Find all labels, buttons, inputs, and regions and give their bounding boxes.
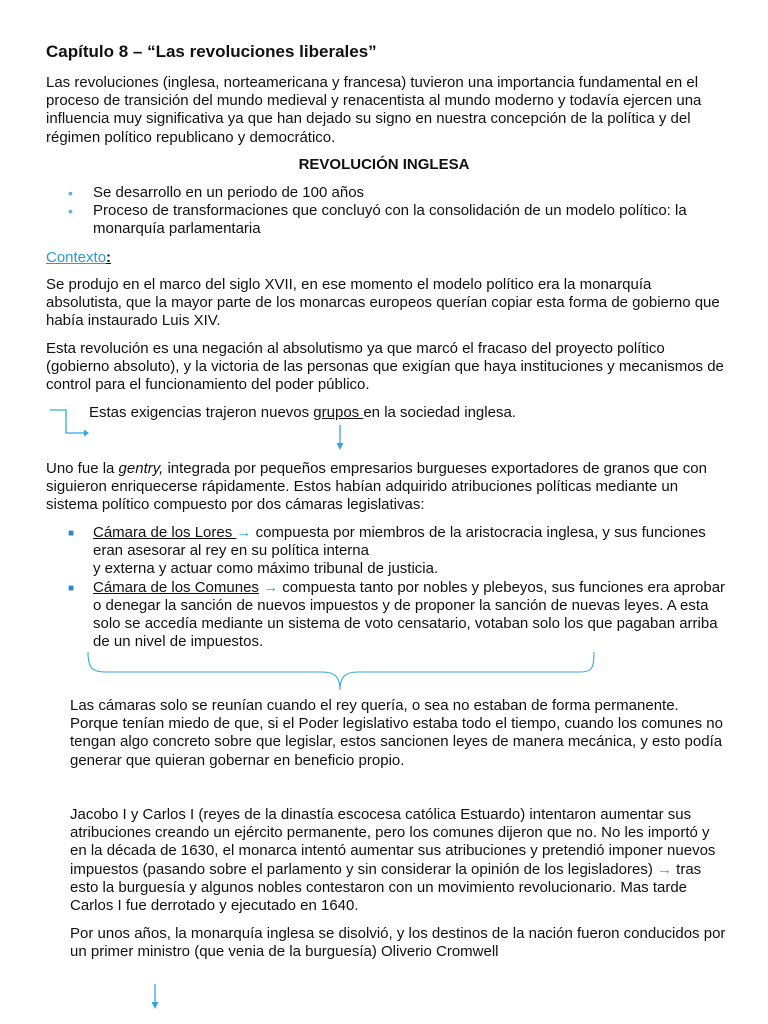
bullet-dot-icon: • <box>68 203 73 220</box>
section-heading: REVOLUCIÓN INGLESA <box>298 156 470 173</box>
chambers-list <box>46 524 726 651</box>
list-item: ■ Cámara de los Lores → compuesta por miembros de la aristocracia inglesa, y sus funciones eran asesorar al rey en su política interna y externa y actuar como máximo tribunal de justicia. <box>68 524 706 578</box>
summary-bullet-list <box>46 184 726 239</box>
bent-arrow-icon <box>48 408 88 438</box>
demands-line: Estas exigencias trajeron nuevos grupos en la sociedad inglesa. <box>89 404 516 421</box>
bullet-square-icon: ■ <box>68 528 75 539</box>
arrow-right-icon: → <box>657 860 672 878</box>
down-arrow-icon <box>149 984 161 1010</box>
list-item: • Se desarrollo en un periodo de 100 años <box>68 184 365 201</box>
arrow-right-icon: → <box>236 524 252 541</box>
context-link[interactable]: Contexto <box>46 249 107 266</box>
curly-brace-icon <box>86 650 598 698</box>
arrow-right-icon: → <box>258 578 279 596</box>
jacobo-paragraph: Jacobo I y Carlos I (reyes de la dinastía escocesa católica Estuardo) intentaron aumentar sus atribuciones creando un ejército permanente, pero los comunes dijeron que no. No les importó y en la década de 1630, el monarca intentó aumentar sus atribuciones y pretendió imponer nuevos impuestos (pasando sobre el parlamento y sin considerar la opinión de los legisladores) → tras esto la burguesía y algunos nobles contestaron con un movimiento revolucionario. Mas tarde Carlos I fue derrotado y ejecutado en 1640. <box>70 806 716 915</box>
gentry-paragraph: Uno fue la gentry, integrada por pequeños empresarios burgueses exportadores de granos que con siguieron enriquecerse rápidamente. Estos habían adquirido atribuciones políticas mediante un sistema político compuesto por dos cámaras legislativas: <box>46 460 707 514</box>
negation-paragraph: Esta revolución es una negación al absolutismo ya que marcó el fracaso del proyecto político (gobierno absoluto), y la victoria de las personas que exigían que haya instituciones y mecanismos de control para el funcionamiento del poder público. <box>46 340 724 394</box>
down-arrow-icon <box>334 425 346 451</box>
bullet-dot-icon: • <box>68 185 73 201</box>
list-item: ■ Cámara de los Comunes → compuesta tanto por nobles y plebeyos, sus funciones era aprobar o denegar la sanción de nuevos impuestos y de proponer la sanción de nuevas leyes. A esta solo se accedía mediante un sistema de voto censatario, votaban solo los que pagaban arriba de un nivel de impuestos. <box>68 578 726 651</box>
cromwell-paragraph: Por unos años, la monarquía inglesa se disolvió, y los destinos de la nación fueron conducidos por un primer ministro (que venia de la burguesía) Oliverio Cromwell <box>70 925 726 961</box>
chambers-meeting-paragraph: Las cámaras solo se reunían cuando el rey quería, o sea no estaban de forma permanente. Porque tenían miedo de que, si el Poder legislativo estaba todo el tiempo, cuando los comunes no tengan algo concreto sobre que legislar, estos sancionen leyes de manera mecánica, y esto podía generar que quieran gobernar en beneficio propio. <box>70 697 723 769</box>
context-heading: Contexto: <box>46 249 112 266</box>
context-paragraph: Se produjo en el marco del siglo XVII, en ese momento el modelo político era la monarquía absolutista, que la mayor parte de los monarcas europeos querían copiar esta forma de gobierno que había instaurado Luis XIV. <box>46 276 720 330</box>
list-item: • Proceso de transformaciones que concluyó con la consolidación de un modelo político: la monarquía parlamentaria <box>68 202 687 238</box>
intro-paragraph: Las revoluciones (inglesa, norteamericana y francesa) tuvieron una importancia fundamental en el proceso de transición del mundo medieval y renacentista al mundo moderno y todavía ejercen una influencia muy significativa ya que han dejado su signo en nuestra concepción de la política y del régimen político republicano y democrático. <box>46 74 702 146</box>
bullet-square-icon: ■ <box>68 582 75 594</box>
chapter-title: Capítulo 8 – “Las revoluciones liberales” <box>46 42 377 61</box>
